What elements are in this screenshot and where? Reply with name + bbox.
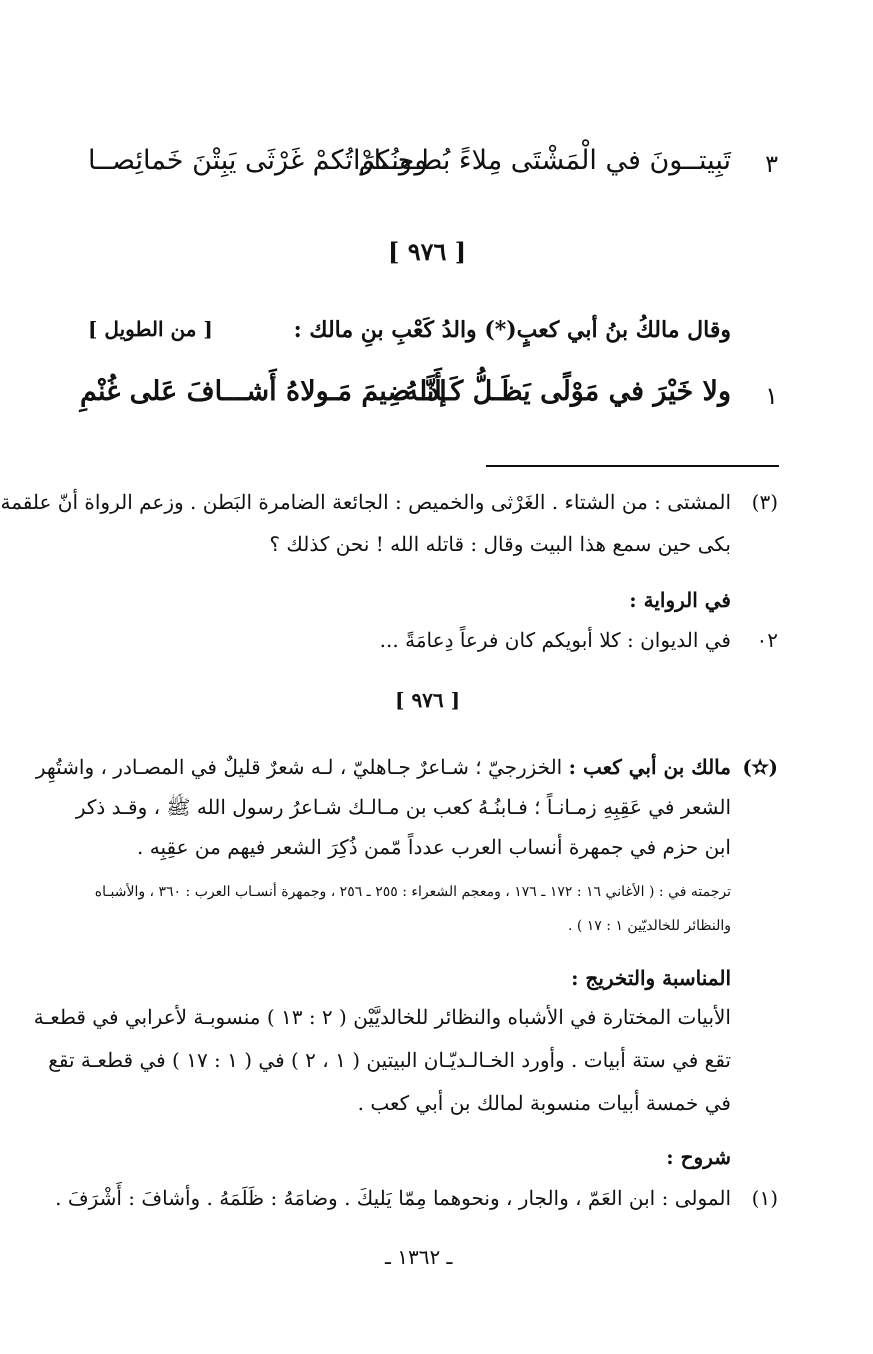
bio-references-line: والنظائر للخالديّين ١ : ١٧ ) . (567, 918, 731, 934)
poet-description: الخزرجيّ ؛ شـاعرٌ جـاهليّ ، لـه شعرٌ قليلٌ في المصـادر ، واشتُهِر (35, 755, 563, 779)
star-note-line: الشعر في عَقِبِهِ زمـانـاً ؛ فـابنُـهُ كعب بن مـالـك شـاعرُ رسول الله ﷺ ، وقـد ذكر (75, 795, 731, 819)
verse-number: ٣ (765, 150, 778, 178)
poem-intro: وقال مالكُ بنُ أبي كعبٍ(*) والدُ كَعْبِ بنِ مالك : (293, 317, 731, 343)
footnote-text-line: بكى حين سمع هذا البيت وقال : قاتله الله ! نحن كذلك ؟ (269, 532, 731, 556)
shuruh-heading: شروح : (666, 1145, 731, 1169)
verse-second-hemistich: وجــارَاتُكمْ غَرْثَى يَبِتْنَ خَمائِصــا (88, 145, 428, 176)
verse-number: ١ (765, 382, 778, 410)
poem-number-heading: [ ٩٧٦ ] (388, 237, 467, 266)
page-number: ـ ١٣٦٢ ـ (385, 1245, 453, 1269)
riwaya-heading: في الرواية : (629, 588, 731, 612)
star-note-line (35, 755, 731, 779)
footnote-text-line: المشتى : من الشتاء . الغَرْثى والخميص : الجائعة الضامرة البَطن . وزعم الرواة أنّ علقمة (0, 490, 731, 514)
footnote-label: (٣) (751, 490, 778, 514)
riwaya-text: في الديوان : كلا أبويكم كان فرعاً دِعامَةً ... (379, 628, 731, 652)
footnote-separator (486, 465, 779, 467)
shuruh-label: (١) (751, 1186, 778, 1210)
notes-section-heading: [ ٩٧٦ ] (395, 688, 461, 712)
star-note-label: (✫) (742, 755, 778, 779)
munasaba-line: الأبيات المختارة في الأشباه والنظائر للخالديَّيْن ( ٢ : ١٣ ) منسوبـة لأعرابي في قطعـة (33, 1005, 731, 1029)
poet-name: مالك بن أبي كعب : (568, 755, 731, 779)
meter-label: [ من الطويل ] (88, 317, 213, 341)
munasaba-line: تقع في ستة أبيات . وأورد الخـالـديّـان البيتين ( ١ ، ٢ ) في ( ١ : ١٧ ) في قطعـة تقع (48, 1048, 731, 1072)
verse-first-hemistich: ولا خَيْرَ في مَوْلًى يَظَـلُّ كَـأَنَّـهُ (404, 376, 731, 407)
riwaya-label: ٠٢ (756, 628, 778, 652)
verse-first-hemistich: تَبِيتــونَ في الْمَشْتَى مِلاءً بُطـونُكمْ (358, 145, 731, 176)
verse-second-hemistich: إذا ضِيمَ مَـولاهُ أَشـــافَ عَلى غُنْمِ (80, 376, 447, 407)
star-note-line: ابن حزم في جمهرة أنساب العرب عدداً مّمن ذُكِرَ الشعر فيهم من عقِبِه . (137, 835, 731, 859)
munasaba-line: في خمسة أبيات منسوبة لمالك بن أبي كعب . (357, 1091, 731, 1115)
bio-references-line: ترجمته في : ( الأغاني ١٦ : ١٧٢ ـ ١٧٦ ، ومعجم الشعراء : ٢٥٥ ـ ٢٥٦ ، وجمهرة أنسـاب العرب : ٣٦٠ ، والأشبـاه (94, 884, 731, 900)
munasaba-heading: المناسبة والتخريج : (571, 966, 731, 990)
shuruh-text: المولى : ابن العَمّ ، والجار ، ونحوهما مِمّا يَليكَ . وضامَهُ : ظَلَمَهُ . وأشافَ : أَشْرَفَ . (55, 1186, 731, 1210)
